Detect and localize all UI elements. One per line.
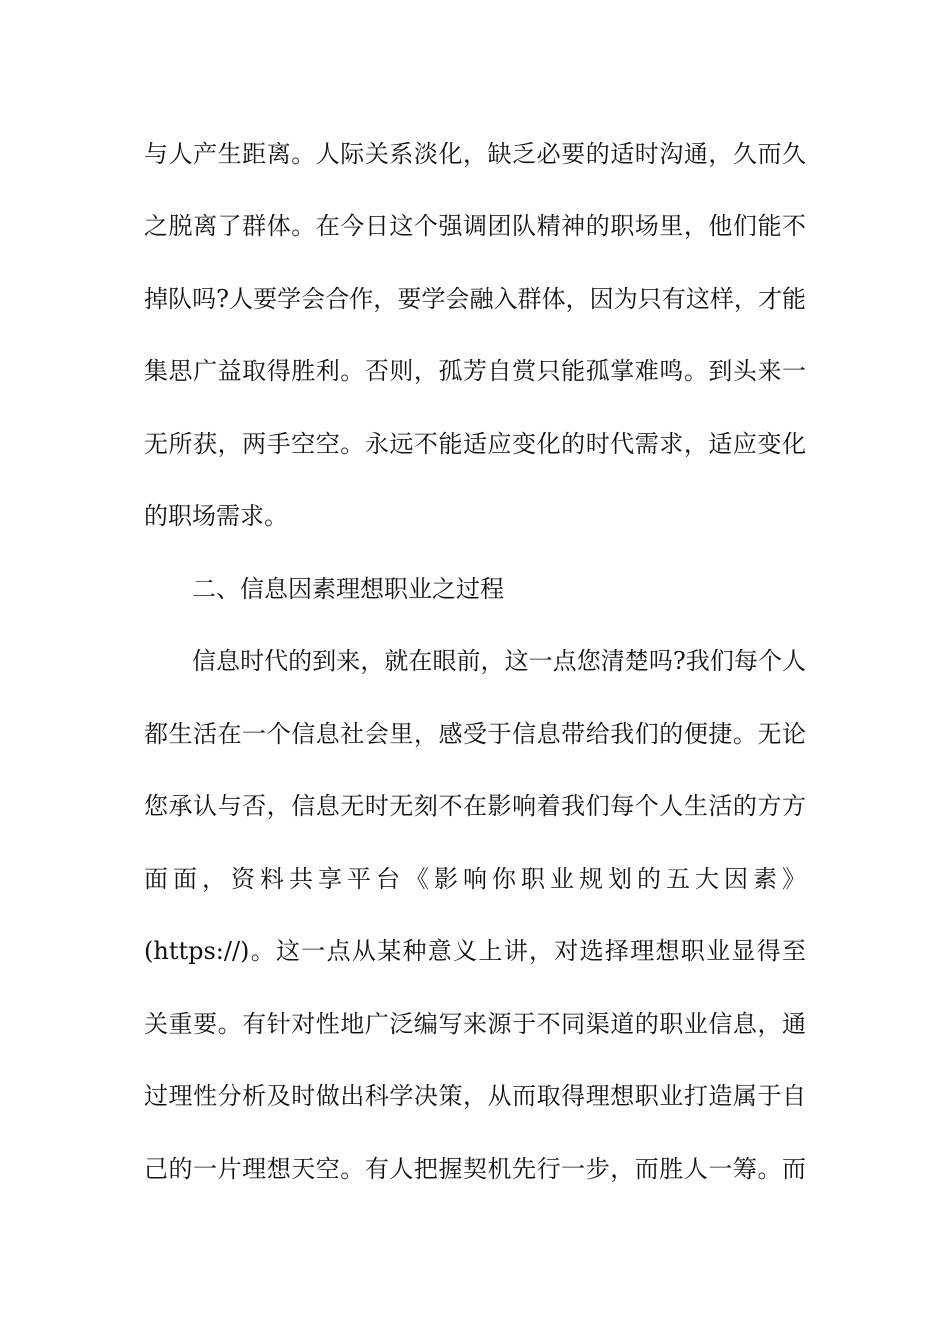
paragraph-1-line-4: 集思广益取得胜利。否则，孤芳自赏只能孤掌难鸣。到头来一 [144, 357, 806, 385]
paragraph-2-line-8: 己的一片理想天空。有人把握契机先行一步，而胜人一筹。而 [144, 1155, 806, 1183]
paragraph-1-line-3: 掉队吗?人要学会合作，要学会融入群体，因为只有这样，才能 [144, 285, 806, 313]
section-heading: 二、信息因素理想职业之过程 [192, 575, 504, 603]
paragraph-2-line-3: 您承认与否，信息无时无刻不在影响着我们每个人生活的方方 [144, 792, 806, 820]
paragraph-2-line-1: 信息时代的到来，就在眼前，这一点您清楚吗?我们每个人 [192, 647, 806, 675]
paragraph-1-line-6: 的职场需求。 [144, 502, 288, 530]
paragraph-2-line-7: 过理性分析及时做出科学决策，从而取得理想职业打造属于自 [144, 1082, 806, 1110]
paragraph-1-line-5: 无所获，两手空空。永远不能适应变化的时代需求，适应变化 [144, 430, 806, 458]
paragraph-1-line-1: 与人产生距离。人际关系淡化，缺乏必要的适时沟通，久而久 [144, 140, 806, 168]
document-page [144, 0, 806, 1344]
paragraph-2-line-5: (https://)。这一点从某种意义上讲，对选择理想职业显得至 [144, 937, 806, 965]
paragraph-1-line-2: 之脱离了群体。在今日这个强调团队精神的职场里，他们能不 [144, 212, 806, 240]
paragraph-2-line-6: 关重要。有针对性地广泛编写来源于不同渠道的职业信息，通 [144, 1010, 806, 1038]
paragraph-2-line-2: 都生活在一个信息社会里，感受于信息带给我们的便捷。无论 [144, 720, 806, 748]
paragraph-2-line-4: 面面，资料共享平台《影响你职业规划的五大因素》 [144, 865, 806, 893]
